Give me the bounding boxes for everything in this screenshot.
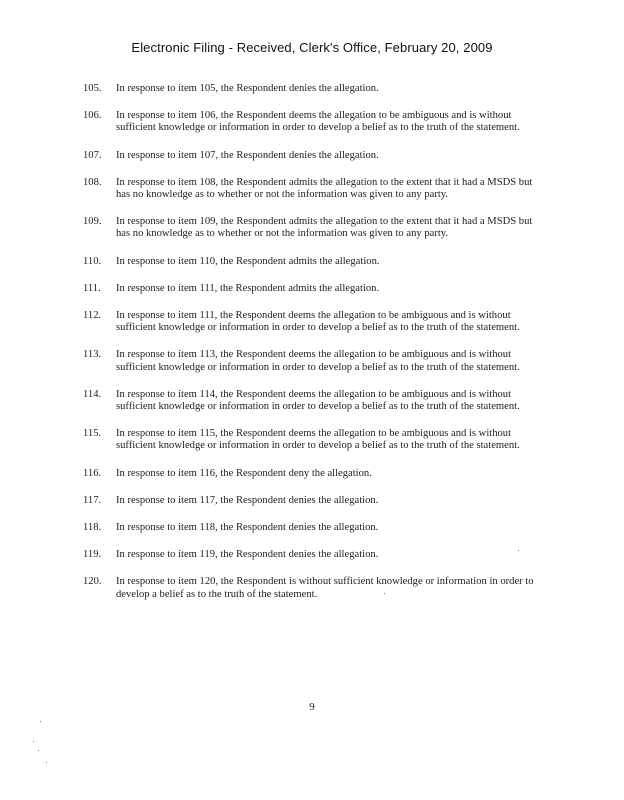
item-text: In response to item 105, the Respondent denies the allegation. xyxy=(116,83,379,94)
item-text: In response to item 116, the Respondent deny the allegation. xyxy=(116,467,372,479)
list-item xyxy=(83,216,545,240)
item-number: 108. xyxy=(83,176,102,188)
item-number: 113. xyxy=(83,349,102,361)
list-item xyxy=(83,389,545,413)
item-number: 112. xyxy=(83,310,102,322)
item-number: 114. xyxy=(83,388,102,400)
item-number: 119. xyxy=(83,549,102,561)
scan-speck xyxy=(40,721,41,722)
list-item xyxy=(83,576,545,600)
item-text: In response to item 114, the Respondent deems the allegation to be ambiguous and is without sufficient knowledge or information in order to develop a belief as to the truth of the statement. xyxy=(116,388,520,413)
item-number: 105. xyxy=(83,83,102,94)
list-item xyxy=(83,177,545,201)
item-number: 109. xyxy=(83,216,102,228)
item-number: 118. xyxy=(83,522,102,534)
item-number: 110. xyxy=(83,255,102,267)
list-item xyxy=(83,150,545,162)
list-item xyxy=(83,468,545,480)
scan-speck xyxy=(518,550,519,551)
list-item xyxy=(83,349,545,373)
item-text: In response to item 109, the Respondent admits the allegation to the extent that it had a MSDS but has no knowledge as to whether or not the information was given to any party. xyxy=(116,216,533,240)
item-number: 117. xyxy=(83,494,102,506)
list-item xyxy=(83,495,545,507)
list-item xyxy=(83,310,545,334)
list-item xyxy=(83,83,545,95)
item-text: In response to item 113, the Respondent deems the allegation to be ambiguous and is without sufficient knowledge or information in order to develop a belief as to the truth of the statement. xyxy=(116,349,520,373)
item-number: 111. xyxy=(83,282,101,294)
list-item xyxy=(83,256,545,268)
page-number: 9 xyxy=(309,701,315,713)
item-number: 120. xyxy=(83,576,102,588)
scan-speck xyxy=(384,593,385,594)
item-text: In response to item 110, the Respondent admits the allegation. xyxy=(116,255,380,267)
item-text: In response to item 111, the Respondent admits the allegation. xyxy=(116,282,380,294)
scan-speck xyxy=(46,762,47,763)
item-number: 115. xyxy=(83,428,102,440)
list-item xyxy=(83,549,545,561)
scan-speck xyxy=(33,741,34,742)
item-text: In response to item 120, the Respondent is without sufficient knowledge or information in order to develop a belief as to the truth of the statement. xyxy=(116,576,534,600)
item-number: 116. xyxy=(83,467,102,479)
item-text: In response to item 106, the Respondent deems the allegation to be ambiguous and is without sufficient knowledge or information in order to develop a belief as to the truth of the statement. xyxy=(116,110,520,134)
item-text: In response to item 107, the Respondent denies the allegation. xyxy=(116,149,379,161)
item-text: In response to item 119, the Respondent denies the allegation. xyxy=(116,549,379,561)
item-text: In response to item 117, the Respondent denies the allegation. xyxy=(116,494,379,506)
response-list xyxy=(83,83,545,616)
item-number: 107. xyxy=(83,149,102,161)
list-item xyxy=(83,428,545,452)
scan-speck xyxy=(38,750,39,751)
list-item xyxy=(83,522,545,534)
item-text: In response to item 115, the Respondent deems the allegation to be ambiguous and is without sufficient knowledge or information in order to develop a belief as to the truth of the statement. xyxy=(116,428,520,452)
item-text: In response to item 108, the Respondent admits the allegation to the extent that it had a MSDS but has no knowledge as to whether or not the information was given to any party. xyxy=(116,176,533,201)
filing-header: Electronic Filing - Received, Clerk's Office, February 20, 2009 xyxy=(131,40,493,55)
list-item xyxy=(83,283,545,295)
list-item xyxy=(83,110,545,134)
item-text: In response to item 111, the Respondent deems the allegation to be ambiguous and is without sufficient knowledge or information in order to develop a belief as to the truth of the statement. xyxy=(116,310,520,334)
item-number: 106. xyxy=(83,110,102,122)
item-text: In response to item 118, the Respondent denies the allegation. xyxy=(116,522,379,534)
